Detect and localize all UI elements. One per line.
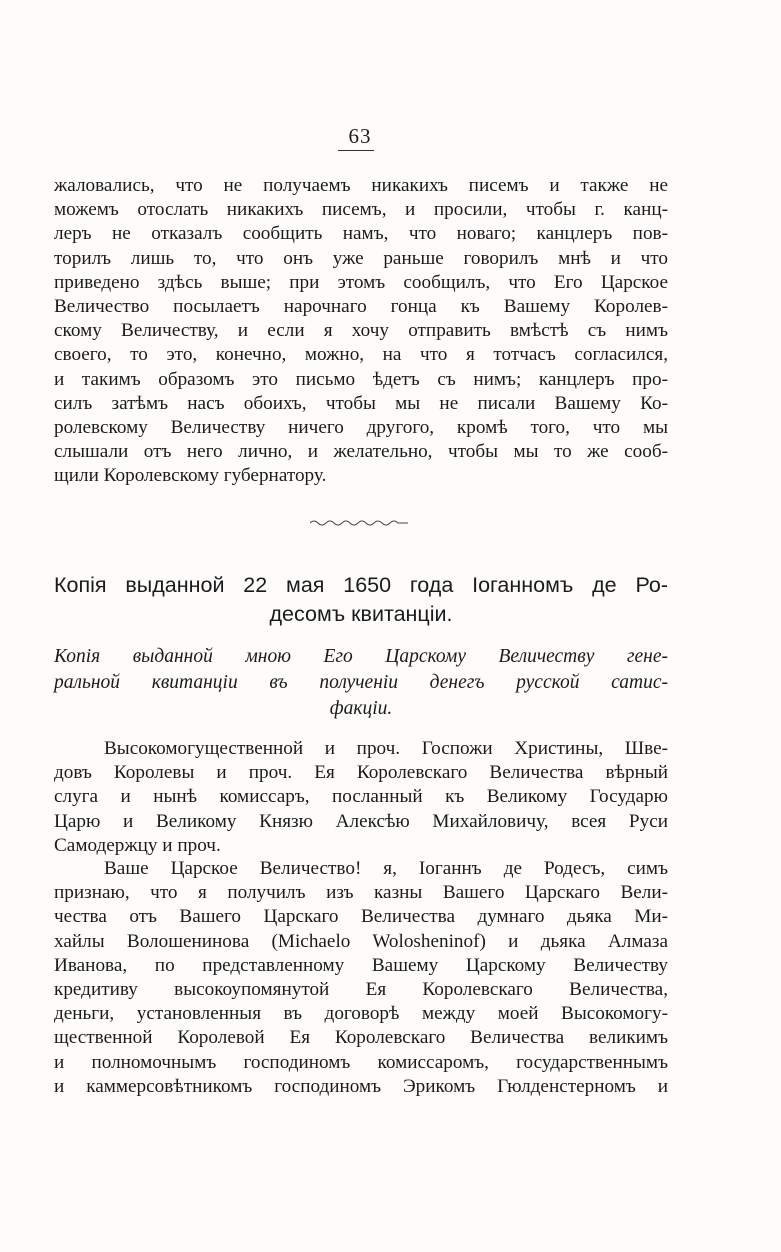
text-line: щественной Королевой Ея Королевскаго Величества великимъ: [54, 1027, 668, 1049]
page-number-rule: [338, 150, 374, 151]
text-line: деньги, установленныя въ договорѣ между моей Высокомогу-: [54, 1003, 668, 1025]
text-line: жаловались, что не получаемъ никакихъ писемъ и также не: [54, 175, 668, 196]
text-line: можемъ отослать никакихъ писемъ, и просили, чтобы г. канц-: [54, 199, 668, 221]
paragraph-continued: [54, 174, 668, 488]
text-line: Царю и Великому Князю Алексѣю Михайловичу, всея Руси: [54, 810, 668, 832]
paragraph-body: [54, 857, 668, 1099]
text-line: и каммерсовѣтникомъ господиномъ Эрикомъ Гюлденстерномъ и: [54, 1075, 668, 1097]
text-line: щили Королевскому губернатору.: [54, 465, 327, 487]
text-line: и полномочнымъ господиномъ комиссаромъ, государственнымъ: [54, 1051, 668, 1073]
subheading-line: Копія выданной мною Его Царскому Величеству гене-: [54, 646, 668, 667]
section-heading: [54, 571, 668, 629]
paragraph-salutation: [54, 737, 668, 858]
text-line: Высокомогущественной и проч. Госпожи Христины, Шве-: [104, 738, 668, 759]
section-subheading: [54, 644, 668, 722]
text-line: довъ Королевы и проч. Ея Королевскаго Величества вѣрный: [54, 762, 668, 784]
text-line: своего, то это, конечно, можно, на что я тотчасъ согласился,: [54, 344, 668, 366]
subheading-line: факціи.: [329, 698, 393, 719]
heading-line: Копія выданной 22 мая 1650 года Іоганномъ де Ро-: [54, 573, 668, 597]
section-divider-ornament: [310, 517, 408, 529]
text-line: и такимъ образомъ это письмо ѣдетъ съ нимъ; канцлеръ про-: [54, 368, 668, 390]
text-line: леръ не отказалъ сообщить намъ, что новаго; канцлеръ пов-: [54, 223, 668, 245]
text-line: кредитиву высокоупомянутой Ея Королевскаго Величества,: [54, 978, 668, 1000]
text-line: признаю, что я получилъ изъ казны Вашего Царскаго Вели-: [54, 882, 668, 904]
text-line: приведено здѣсь выше; при этомъ сообщилъ, что Его Царское: [54, 271, 668, 293]
text-line: ролевскому Величеству ничего другого, кромѣ того, что мы: [54, 416, 668, 438]
subheading-line: ральной квитанціи въ полученіи денегъ русской сатис-: [54, 672, 668, 693]
text-line: Ваше Царское Величество! я, Іоганнъ де Родесъ, симъ: [104, 858, 668, 879]
heading-line: десомъ квитанціи.: [269, 602, 453, 626]
text-line: Самодержцу и проч.: [54, 834, 221, 856]
text-line: хайлы Волошенинова (Michaelo Wolosheninof) и дьяка Алмаза: [54, 930, 668, 952]
page-number: 63: [348, 124, 372, 148]
text-line: Величество посылаетъ нарочнаго гонца къ Вашему Королев-: [54, 295, 668, 317]
text-line: слуга и нынѣ комиссаръ, посланный къ Великому Государю: [54, 786, 668, 808]
text-line: торилъ лишь то, что онъ уже раньше говорилъ мнѣ и что: [54, 247, 668, 269]
text-line: чества отъ Вашего Царскаго Величества думнаго дьяка Ми-: [54, 906, 668, 928]
text-line: силъ затѣмъ насъ обоихъ, чтобы мы не писали Вашему Ко-: [54, 392, 668, 414]
text-line: слышали отъ него лично, и желательно, чтобы мы то же сооб-: [54, 441, 668, 463]
text-line: скому Величеству, и если я хочу отправить вмѣстѣ съ нимъ: [54, 320, 668, 342]
text-line: Иванова, по представленному Вашему Царскому Величеству: [54, 954, 668, 976]
